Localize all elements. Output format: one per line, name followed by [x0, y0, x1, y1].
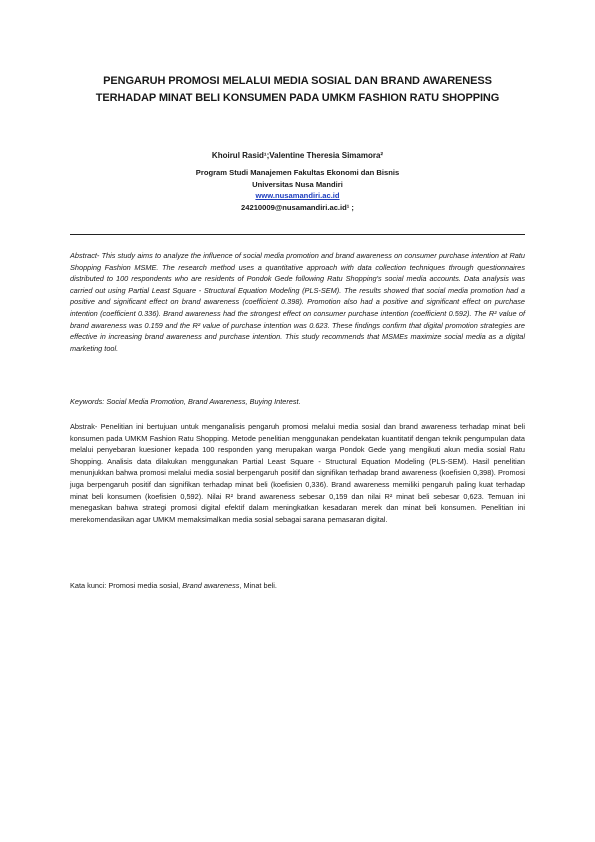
kata-kunci-text-suffix: , Minat beli.	[239, 581, 277, 590]
abstrak-text: Penelitian ini bertujuan untuk menganalisis pengaruh promosi melalui media sosial dan brand awareness terhadap minat beli konsumen pada UMKM Fashion Ratu Shopping. Metode penelitian menggunakan pendekatan kuantitatif dengan teknik pengumpulan data melalui penyebaran kuesioner kepada 100 responden yang merupakan warga Pondok Gede yang mengikuti akun media sosial Ratu Shopping. Analisis data dilakukan menggunakan Partial Least Square - Structural Equation Modeling (PLS-SEM). Hasil penelitian menunjukkan bahwa promosi melalui media sosial berpengaruh positif dan signifikan terhadap brand awareness (koefisien 0,398). Promosi juga berpengaruh positif dan signifikan terhadap minat beli (koefisien 0,336). Brand awareness memiliki pengaruh paling kuat terhadap minat beli konsumen (koefisien 0,592). Nilai R² brand awareness sebesar 0,159 dan nilai R² minat beli sebesar 0,623. Temuan ini menegaskan bahwa strategi promosi digital efektif dalam meningkatkan kesadaran merek dan minat beli konsumen. Penelitian ini merekomendasikan agar UMKM memaksimalkan media sosial sebagai sarana pemasaran digital.	[70, 422, 525, 524]
abstract-label: Abstract-	[70, 251, 100, 260]
abstrak-label: Abstrak-	[70, 422, 98, 431]
author-list: Khoirul Rasid¹;Valentine Theresia Simamora²	[211, 151, 384, 160]
keywords-label: Keywords:	[70, 397, 105, 406]
abstract-english	[70, 250, 525, 354]
abstract-indonesian	[70, 421, 525, 525]
affiliation-block	[80, 167, 515, 213]
study-program: Program Studi Manajemen Fakultas Ekonomi dan Bisnis	[195, 168, 400, 177]
kata-kunci-text-prefix: Promosi media sosial,	[106, 581, 183, 590]
kata-kunci-label: Kata kunci:	[70, 581, 107, 590]
keywords-english	[70, 396, 525, 408]
keywords-indonesian	[70, 580, 525, 592]
university-name: Universitas Nusa Mandiri	[252, 179, 343, 189]
paper-title: PENGARUH PROMOSI MELALUI MEDIA SOSIAL DAN BRAND AWARENESS TERHADAP MINAT BELI KONSUMEN PADA UMKM FASHION RATU SHOPPING	[95, 75, 500, 104]
kata-kunci-text-italic: Brand awareness	[182, 581, 240, 590]
section-divider	[70, 234, 525, 235]
abstract-text: This study aims to analyze the influence of social media promotion and brand awareness on consumer purchase intention at Ratu Shopping Fashion MSME. The research method uses a quantitative approach with data collection techniques through questionnaires distributed to 100 respondents who are residents of Pondok Gede following Ratu Shopping's social media accounts. Data analysis was carried out using Partial Least Square - Structural Equation Modeling (PLS-SEM). The results showed that social media promotion had a positive and significant effect on brand awareness (coefficient 0.398). Promotion also had a positive and significant effect on purchase intention (coefficient 0.336). Brand awareness had the strongest effect on consumer purchase intention (coefficient 0.592). The R² value of brand awareness was 0.159 and the R² value of purchase intention was 0.623. These findings confirm that digital promotion strategies are effective in increasing brand awareness and purchase intention. This study recommends that MSMEs maximize social media as a digital marketing tool.	[70, 251, 525, 353]
author-email: 24210009@nusamandiri.ac.id¹ ;	[241, 202, 354, 212]
university-website-link[interactable]: www.nusamandiri.ac.id	[255, 191, 340, 200]
keywords-text: Social Media Promotion, Brand Awareness, Buying Interest.	[104, 397, 301, 406]
